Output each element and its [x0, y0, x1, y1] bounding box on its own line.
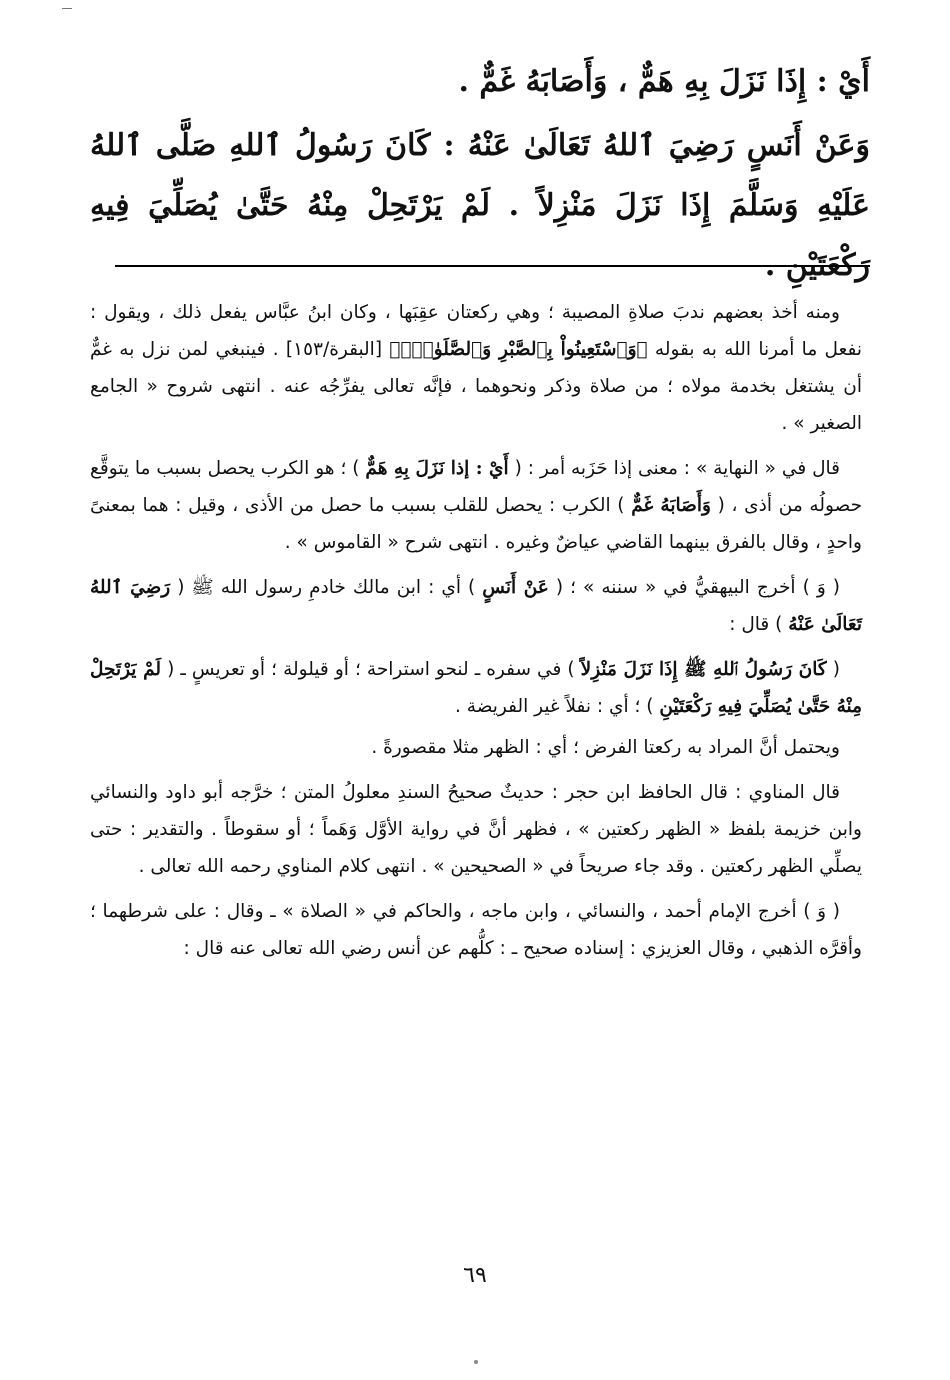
commentary-paragraph-1	[90, 294, 862, 442]
commentary-paragraph-6: قال المناوي : قال الحافظ ابن حجر : حديثٌ صحيحُ السندِ معلولُ المتن ؛ خرَّجه أبو داود والنسائي وابن خزيمة بلفظ « الظهر ركعتين » ، فظهر أنَّ في رواية الأوَّل وَهَماً ؛ أو سقوطاً . والتقدير : حتى يصلِّي الظهر ركعتين . وقد جاء صريحاً في « الصحيحين » . انتهى كلام المناوي رحمه الله تعالى .	[90, 782, 862, 877]
text-segment: ) في سفره ـ لنحو استراحة ؛ أو قيلولة ؛ أو تعريسٍ ـ (	[161, 659, 581, 680]
commentary-paragraph-7: ( وَ ) أخرج الإمام أحمد ، والنسائي ، وابن ماجه ، والحاكم في « الصلاة » ـ وقال : على شرطهما ؛ وأقرَّه الذهبي ، وقال العزيزي : إسناده صحيح ـ : كلُّهم عن أنس رضي الله تعالى عنه قال :	[90, 901, 862, 959]
text-segment: ) الكرب : يحصل للقلب بسبب ما حصل من الأذى ، وقيل : هما بمعنىً واحدٍ ، وقال بالفرق بينهما القاضي عياضٌ وغيره . انتهى شرح « القاموس » .	[90, 495, 862, 553]
text-segment: . فينبغي لمن نزل به غمٌّ أن يشتغل بخدمة مولاه ؛ من صلاة وذكر ونحوهما ، فإنَّه تعالى يفرِّجُه عنه . انتهى شروح « الجامع الصغير » .	[90, 339, 862, 434]
text-segment: ومنه أخذ بعضهم ندبَ صلاةِ المصيبة ؛ وهي ركعتان عقِبَها ، وكان ابنُ عبَّاس يفعل ذلك ، ويقول : نفعل ما أمرنا الله به بقوله	[90, 302, 862, 360]
text-segment: ( وَ ) أخرج البيهقيُّ في « سننه » ؛ (	[548, 577, 841, 598]
hadith-line-2: وَعَنْ أَنَسٍ رَضِيَ ٱللهُ تَعَالَىٰ عَنْهُ : كَانَ رَسُولُ ٱللهِ صَلَّى ٱللهُ عَلَيْهِ وَسَلَّمَ إِذَا نَزَلَ مَنْزِلاً . لَمْ يَرْتَحِلْ مِنْهُ حَتَّىٰ يُصَلِّيَ فِيهِ رَكْعَتَيْنِ .	[90, 128, 870, 283]
text-segment: ) قال :	[729, 614, 789, 635]
quran-quote: ﴿وَٱسْتَعِينُواْ بِٱلصَّبْرِ وَٱلصَّلَوٰةِۚ﴾	[389, 339, 648, 360]
quran-reference: [البقرة/١٥٣]	[278, 339, 390, 360]
page-number: ٦٩	[463, 1263, 487, 1288]
matn-quote: أَيْ : إذا نَزَلَ بِهِ هَمٌّ	[365, 458, 509, 479]
commentary-paragraph-5: ويحتمل أنَّ المراد به ركعتا الفرض ؛ أي : الظهر مثلا مقصورةً .	[371, 737, 840, 758]
scan-mark	[474, 1360, 478, 1364]
text-segment: (	[826, 659, 840, 680]
scan-mark	[62, 8, 72, 9]
text-segment: قال في « النهاية » : معنى إذا حَزَبه أمر : (	[508, 458, 840, 479]
text-segment: ) ؛ أي : نفلاً غير الفريضة .	[455, 696, 660, 717]
matn-quote: رَضِيَ ٱللهُ تَعَالَىٰ عَنْهُ	[90, 577, 862, 635]
matn-quote: وَأَصَابَهُ غَمٌّ	[631, 495, 711, 516]
matn-quote: لَمْ يَرْتَحِلْ مِنْهُ حَتَّىٰ يُصَلِّيَ فِيهِ رَكْعَتَيْنِ	[90, 659, 862, 717]
matn-quote: عَنْ أَنَسٍ	[482, 577, 549, 598]
commentary-text	[90, 294, 862, 975]
footnote-separator	[115, 265, 870, 267]
commentary-paragraph-2	[90, 450, 862, 561]
commentary-paragraph-3	[90, 569, 862, 643]
hadith-line-1: أَيْ : إِذَا نَزَلَ بِهِ هَمٌّ ، وَأَصَابَهُ غَمٌّ .	[458, 64, 870, 99]
text-segment: ) ؛ هو الكرب يحصل بسبب ما يتوقَّع حصولُه من أذى ، (	[90, 458, 862, 516]
matn-quote: كَانَ رَسُولُ ٱللهِ ﷺ إِذَا نَزَلَ مَنْزِلاً	[580, 659, 827, 680]
text-segment: ) أي : ابن مالك خادمِ رسول الله ﷺ (	[170, 577, 483, 598]
hadith-text	[90, 52, 870, 296]
commentary-paragraph-4	[90, 651, 862, 725]
